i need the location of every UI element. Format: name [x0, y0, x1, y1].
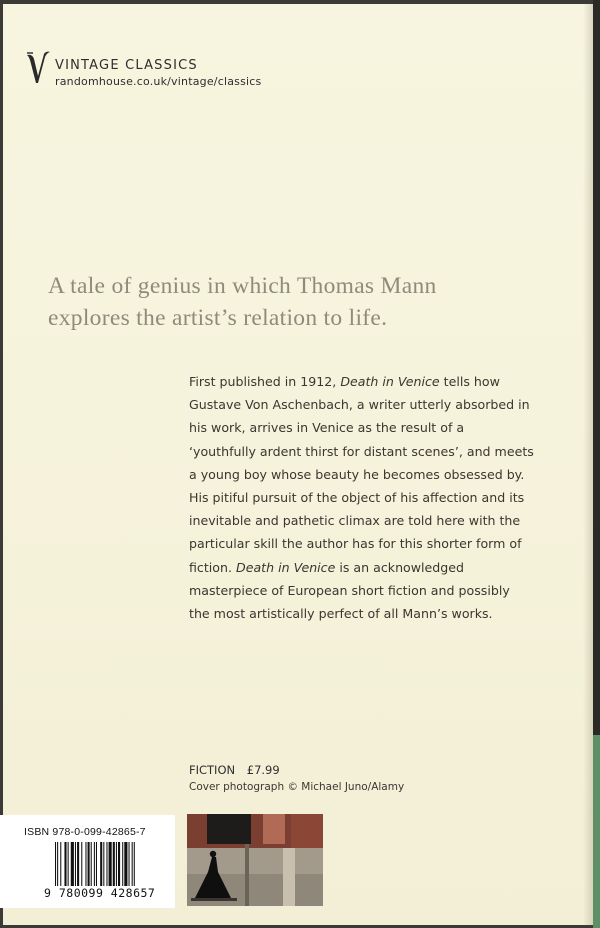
- blurb-book-title-1: Death in Venice: [340, 374, 440, 389]
- tagline: A tale of genius in which Thomas Mann explores the artist’s relation to life.: [48, 273, 437, 331]
- publisher-name: VINTAGE CLASSICS: [55, 58, 198, 73]
- blurb-text-2: tells how Gustave Von Aschenbach, a writer utterly absorbed in his work, arrives in Venice as the result of a ‘youthfully ardent thirst for distant scenes’, and meets a young boy whose beauty he becomes obsessed by. His pitiful pursuit of the object of his affection and its inevitable and pathetic climax are told here with the particular skill the author has for this shorter form of fiction.: [189, 374, 534, 575]
- genre-price-line: [189, 763, 288, 777]
- barcode-digits: 9 780099 428657: [44, 886, 156, 900]
- blurb: [189, 370, 534, 625]
- page-edge-shadow: [593, 0, 600, 735]
- blurb-text-3: is an acknowledged masterpiece of European short fiction and possibly the most artistically perfect of all Mann’s works.: [189, 559, 510, 622]
- genre-label: FICTION: [189, 763, 236, 777]
- spine-green-strip: [593, 735, 600, 928]
- blurb-book-title-2: Death in Venice: [236, 559, 336, 575]
- blurb-text-1: First published in 1912,: [189, 374, 341, 389]
- price-label: £7.99: [246, 763, 280, 777]
- cover-credit: Cover photograph © Michael Juno/Alamy: [189, 781, 405, 793]
- cover-photo-thumbnail: [187, 814, 323, 906]
- blurb-paragraph: [189, 370, 534, 625]
- cover-edge-shadow: [583, 4, 593, 925]
- publisher-url: randomhouse.co.uk/vintage/classics: [55, 75, 262, 88]
- isbn-number: ISBN 978-0-099-42865-7: [24, 826, 146, 838]
- book-back-cover: [3, 4, 593, 925]
- barcode-bars: [55, 842, 165, 886]
- vintage-v-logo-icon: [25, 49, 51, 85]
